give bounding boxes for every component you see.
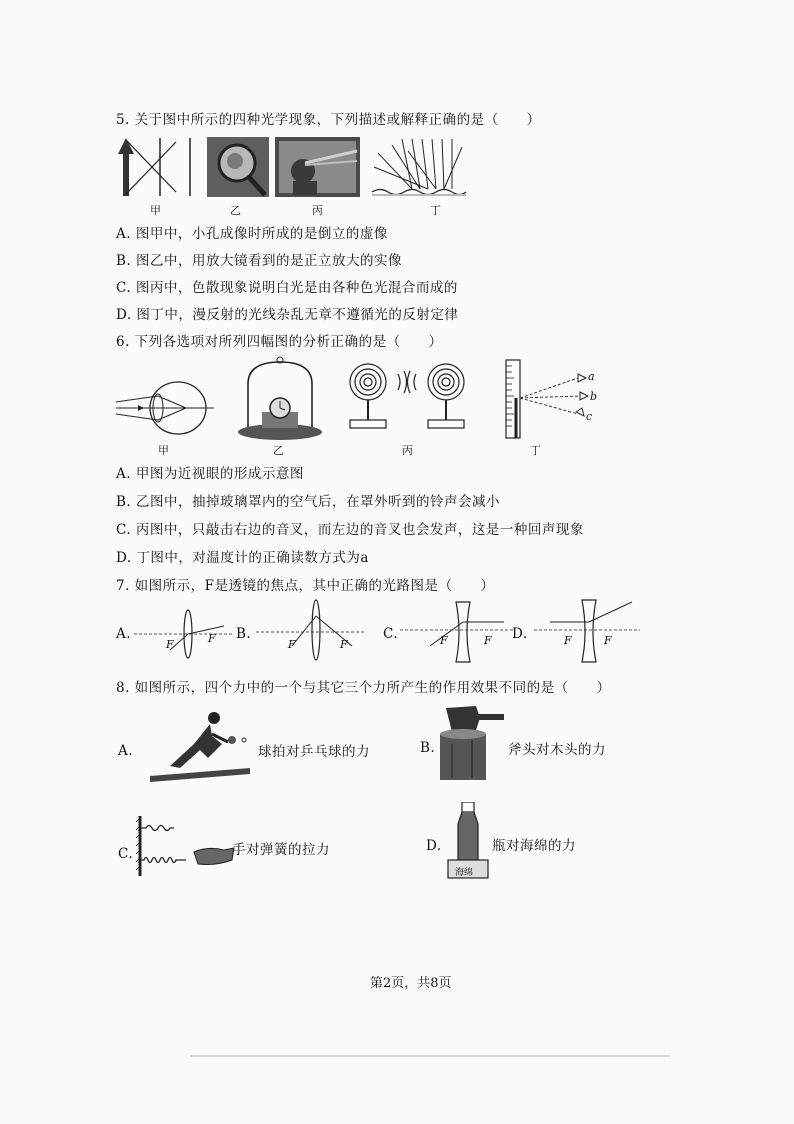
q6-caption-bing: 丙	[402, 444, 413, 457]
q7-fig-b-convex	[256, 596, 366, 662]
q8-option-a-letter: A.	[118, 743, 134, 759]
q7-fig-c-concave	[400, 600, 514, 664]
q8-fig-axe-wood	[436, 704, 508, 782]
q7-c-focus-left: F	[440, 634, 448, 647]
q6-fig-tuning-forks	[340, 362, 470, 432]
q7-b-focus-left: F	[288, 638, 296, 651]
q7-a-focus-left: F	[166, 638, 174, 651]
q8-option-b-letter: B.	[420, 740, 436, 756]
q5-option-d: D. 图丁中，漫反射的光线杂乱无章不遵循光的反射定律	[116, 307, 459, 323]
q6-label-b: b	[590, 390, 598, 403]
q6-label-a: a	[588, 370, 595, 383]
q8-option-d-letter: D.	[426, 838, 442, 854]
q7-fig-a-convex	[134, 606, 234, 662]
q5-caption-bing: 丙	[312, 204, 323, 217]
q7-letter-c: C.	[383, 626, 399, 642]
q6-option-c: C. 丙图中，只敲击右边的音叉，而左边的音叉也会发声，这是一种回声现象	[116, 522, 584, 538]
q6-option-d: D. 丁图中，对温度计的正确读数方式为a	[116, 550, 369, 566]
q7-d-focus-left: F	[564, 634, 572, 647]
q8-fig-table-tennis	[150, 710, 250, 782]
q7-fig-d-concave	[534, 598, 640, 664]
q5-fig-dispersion-photo	[275, 137, 360, 197]
q6-fig-thermometer	[500, 358, 600, 442]
q8-stem: 8. 如图所示，四个力中的一个与其它三个力所产生的作用效果不同的是（ ）	[116, 680, 611, 696]
q5-caption-yi: 乙	[230, 204, 241, 217]
q6-label-c: c	[586, 410, 593, 423]
q7-letter-d: D.	[512, 626, 528, 642]
q5-option-c: C. 图丙中，色散现象说明白光是由各种色光混合而成的	[116, 280, 458, 296]
q7-letter-b: B.	[236, 626, 252, 642]
q5-caption-jia: 甲	[150, 204, 161, 217]
q5-stem: 5. 关于图中所示的四种光学现象，下列描述或解释正确的是（ ）	[116, 112, 541, 128]
q7-c-focus-right: F	[484, 634, 492, 647]
q6-stem: 6. 下列各选项对所列四幅图的分析正确的是（ ）	[116, 334, 443, 350]
q6-caption-yi: 乙	[273, 444, 284, 457]
q8-sponge-label: 海绵	[455, 868, 474, 878]
q6-caption-jia: 甲	[158, 444, 169, 457]
q5-caption-ding: 丁	[430, 204, 441, 217]
q5-fig-magnifier-photo	[207, 137, 269, 197]
q8-option-c-letter: C.	[118, 846, 134, 862]
q7-stem: 7. 如图所示，F是透镜的焦点，其中正确的光路图是（ ）	[116, 578, 495, 594]
q8-option-a-text: 球拍对乒乓球的力	[258, 744, 370, 760]
q6-caption-ding: 丁	[530, 444, 541, 457]
q6-fig-eye	[116, 378, 216, 438]
q7-b-focus-right: F	[340, 638, 348, 651]
q5-option-a: A. 图甲中，小孔成像时所成的是倒立的虚像	[116, 226, 388, 242]
q8-option-d-text: 瓶对海绵的力	[492, 838, 576, 854]
q6-fig-bell-jar	[234, 356, 326, 442]
q7-a-focus-right: F	[208, 632, 216, 645]
q7-d-focus-right: F	[604, 634, 612, 647]
q8-option-c-text: 手对弹簧的拉力	[232, 842, 330, 858]
q6-option-a: A. 甲图为近视眼的形成示意图	[116, 466, 304, 482]
q5-fig-pinhole	[116, 134, 194, 200]
page-number: 第2页，共8页	[370, 976, 452, 991]
scan-edge-line	[190, 1055, 670, 1057]
q8-option-b-text: 斧头对木头的力	[508, 742, 606, 758]
q5-fig-diffuse-reflection	[372, 137, 466, 199]
q7-letter-a: A.	[116, 626, 132, 642]
q8-fig-spring-hand	[136, 816, 236, 876]
q6-option-b: B. 乙图中，抽掉玻璃罩内的空气后，在罩外听到的铃声会减小	[116, 494, 501, 510]
q5-option-b: B. 图乙中，用放大镜看到的是正立放大的实像	[116, 253, 403, 269]
